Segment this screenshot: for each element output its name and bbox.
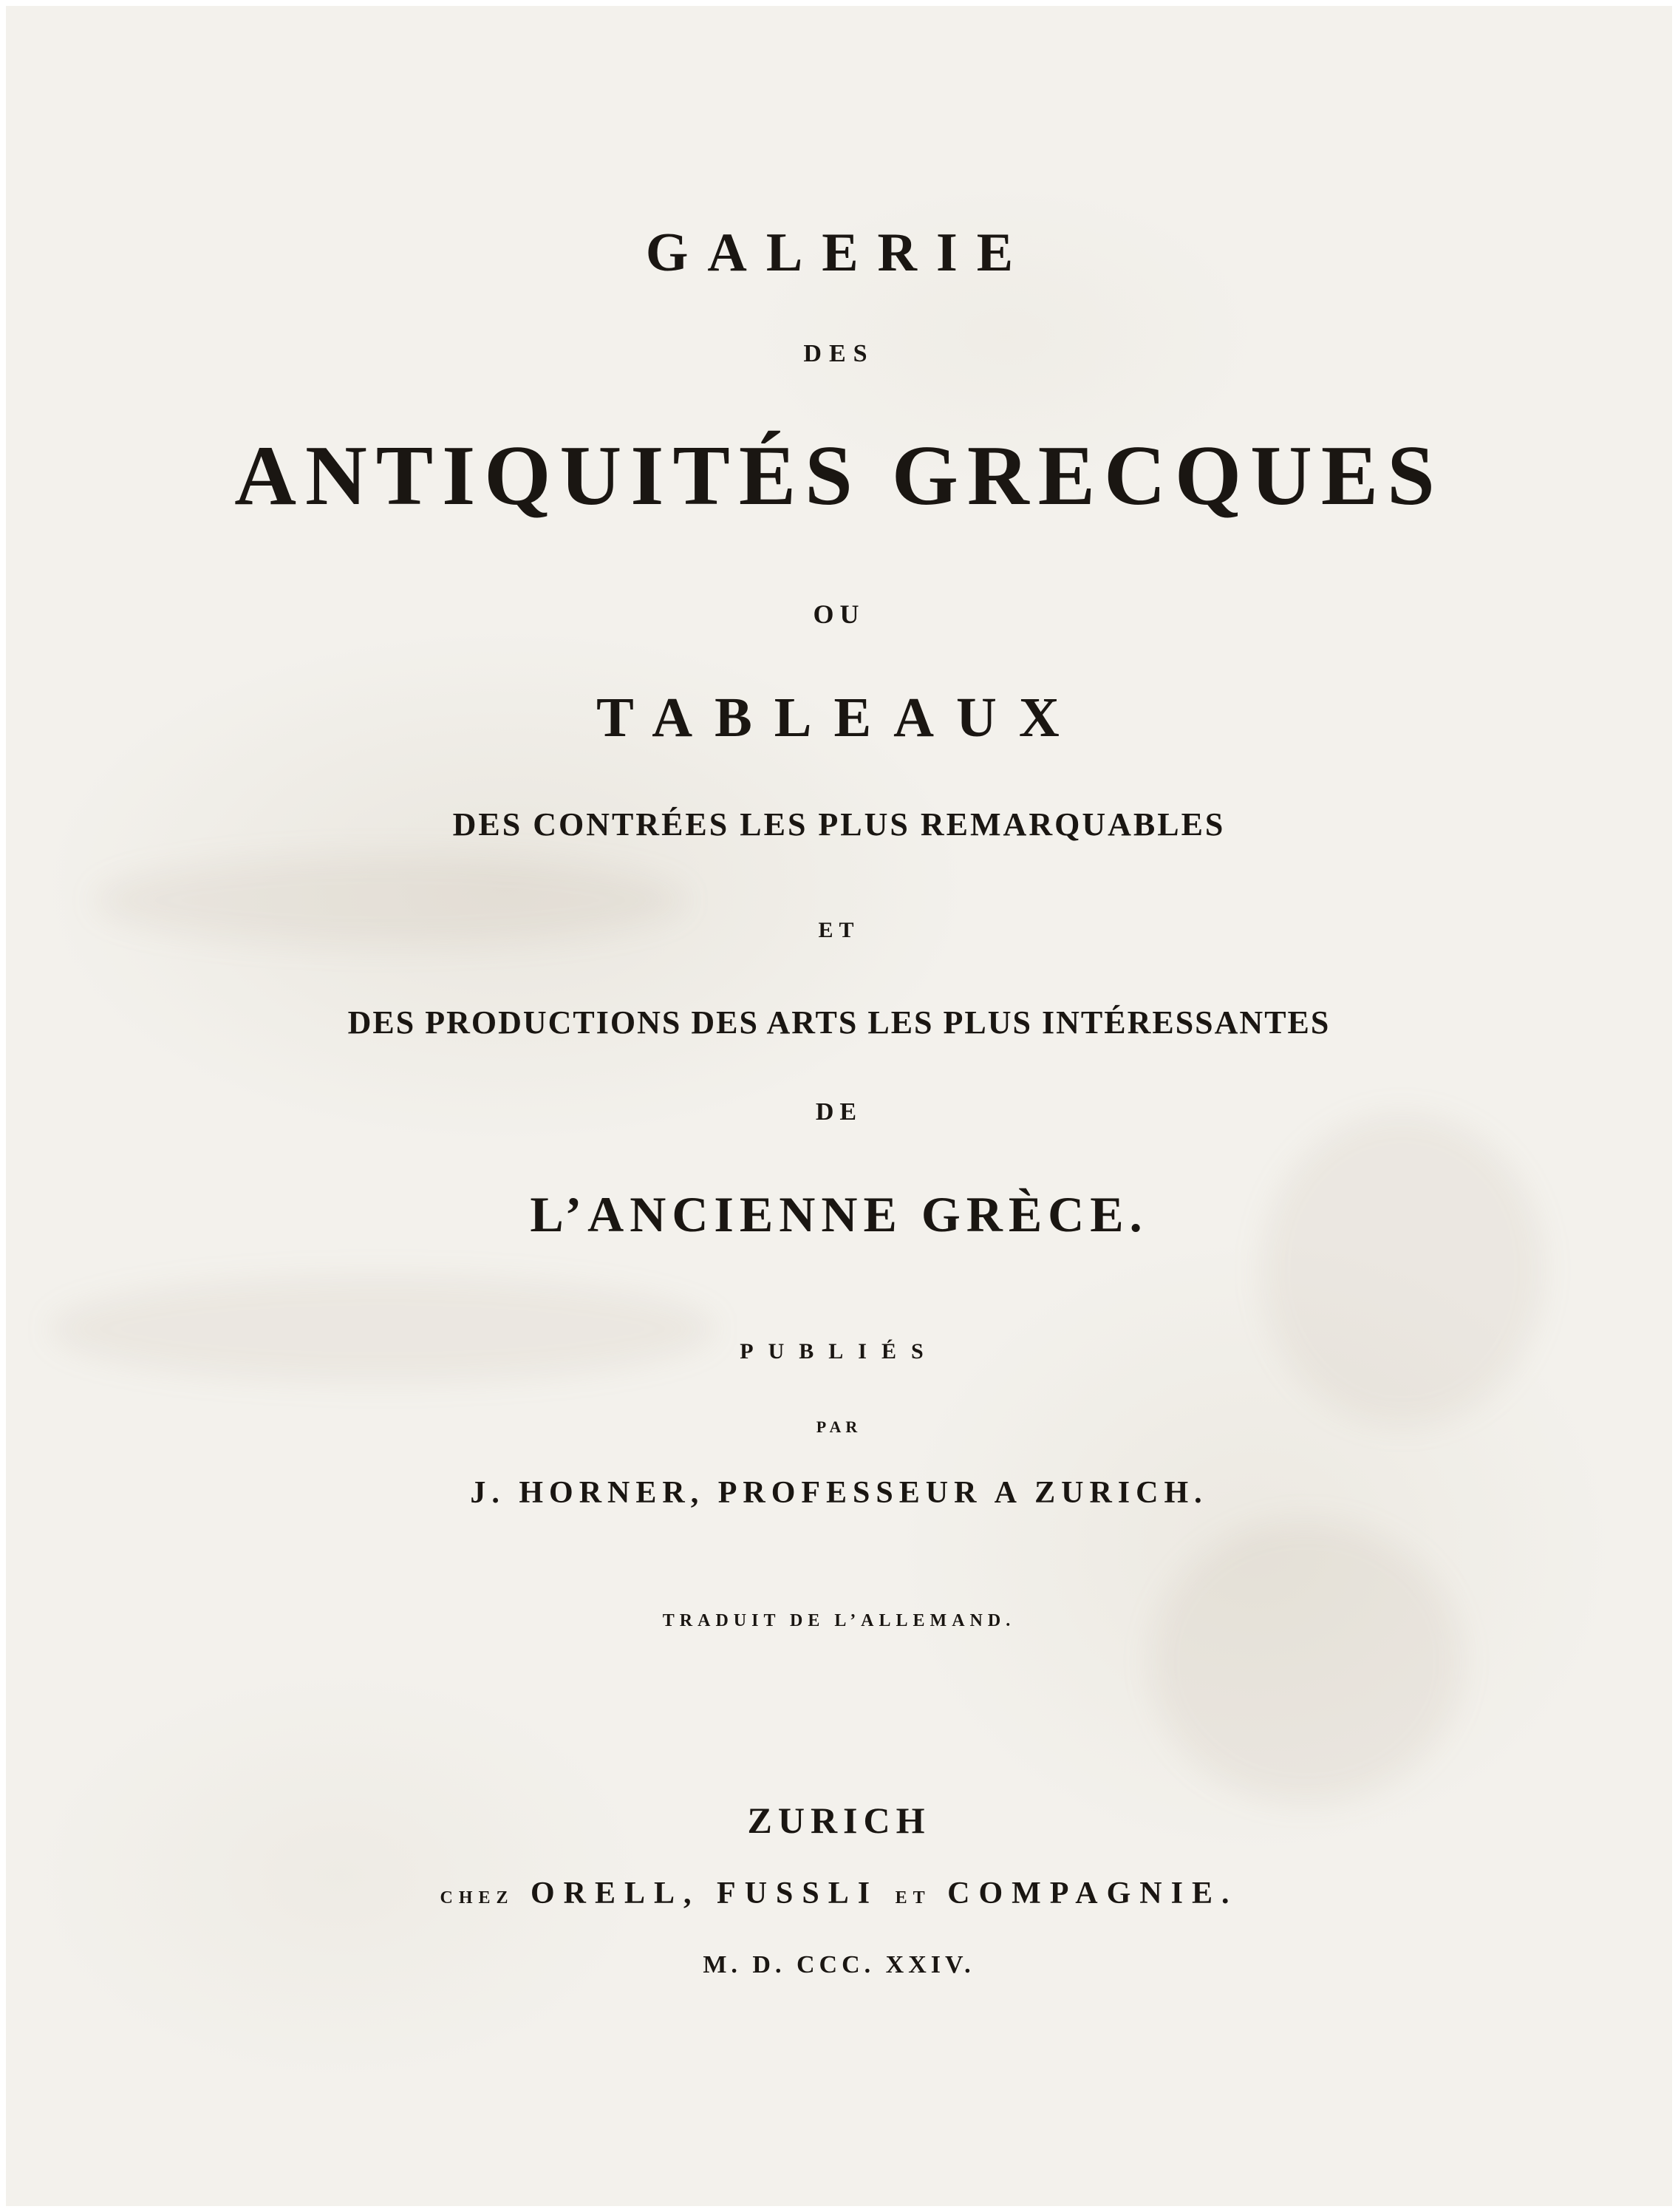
paper-stain	[1151, 1521, 1462, 1802]
paper-stain	[1262, 1114, 1543, 1425]
title-antiquites-grecques: ANTIQUITÉS GRECQUES	[234, 429, 1444, 523]
paper-stain	[50, 1277, 715, 1381]
imprint-et: ET	[895, 1888, 931, 1908]
subtitle-et: ET	[818, 918, 860, 942]
title-des: DES	[803, 340, 875, 367]
imprint-publisher: ORELL, FUSSLI	[531, 1876, 879, 1910]
publies-label: PUBLIÉS	[740, 1339, 938, 1364]
subtitle-contrees: DES CONTRÉES LES PLUS REMARQUABLES	[452, 806, 1226, 843]
subtitle-de: DE	[815, 1098, 863, 1126]
title-ou: OU	[813, 599, 865, 629]
subtitle-productions: DES PRODUCTIONS DES ARTS LES PLUS INTÉRESSANTES	[347, 1004, 1331, 1041]
imprint-compagnie: COMPAGNIE.	[947, 1876, 1238, 1910]
translation-note: TRADUIT DE L’ALLEMAND.	[662, 1611, 1016, 1630]
author-line: J. HORNER, PROFESSEUR A ZURICH.	[470, 1476, 1208, 1510]
subtitle-ancienne-grece: L’ANCIENNE GRÈCE.	[530, 1186, 1148, 1242]
imprint-publisher-line	[0, 1876, 1678, 1911]
imprint-date: M. D. CCC. XXIV.	[703, 1951, 975, 1978]
title-galerie: GALERIE	[645, 222, 1033, 283]
title-tableaux: TABLEAUX	[596, 687, 1082, 749]
imprint-chez: CHEZ	[440, 1888, 514, 1908]
par-label: PAR	[816, 1418, 862, 1436]
imprint-city: ZURICH	[747, 1800, 931, 1841]
